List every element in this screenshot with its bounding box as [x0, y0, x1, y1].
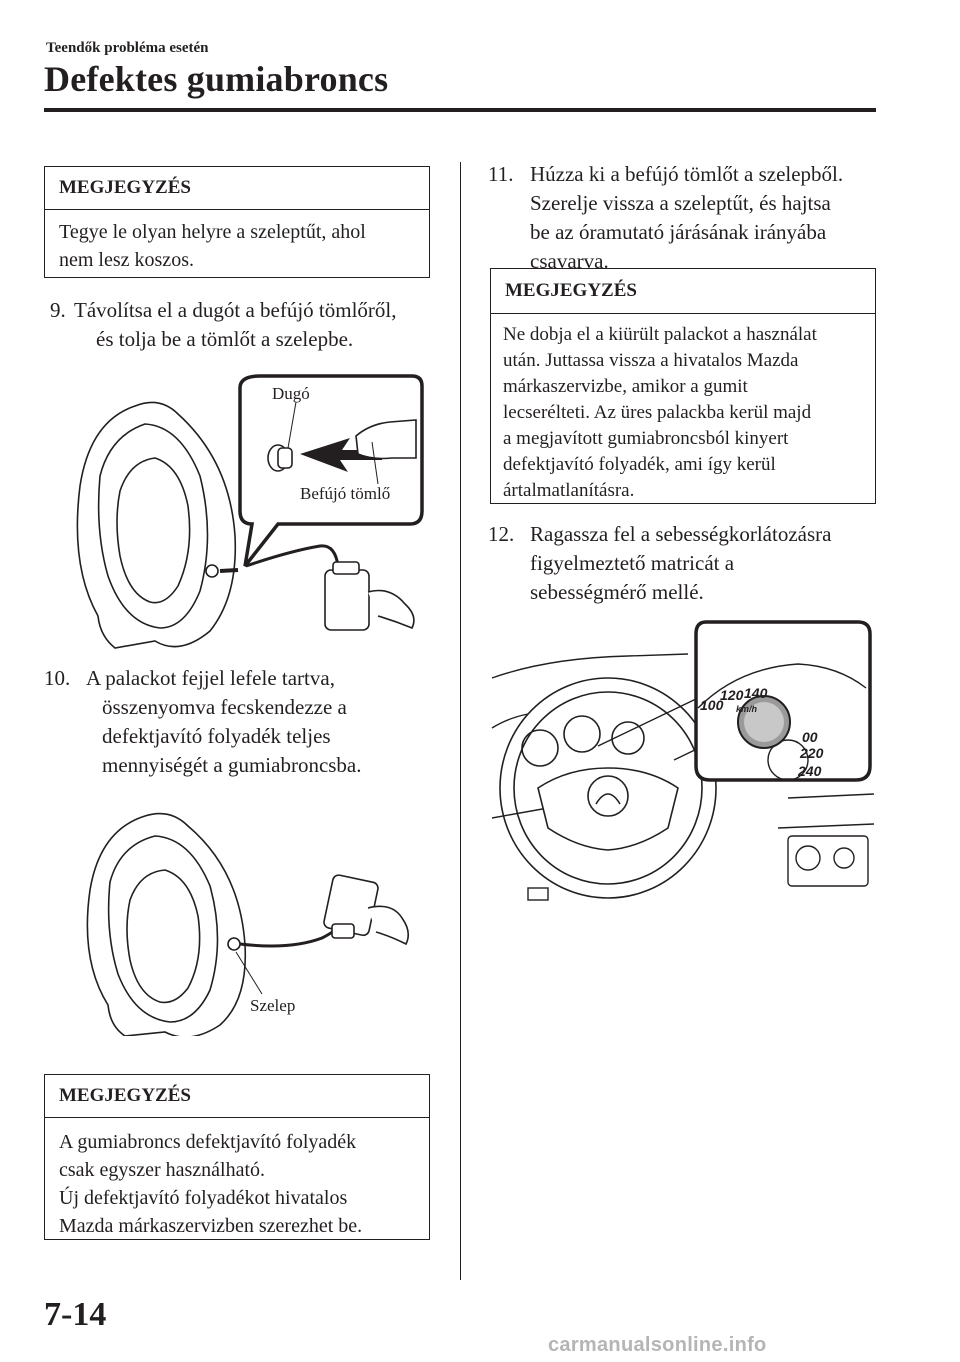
column-divider — [460, 162, 461, 1280]
title-rule — [44, 108, 876, 112]
step-number: 10. — [44, 666, 71, 690]
note-heading: MEGJEGYZÉS — [491, 269, 875, 314]
step-line: defektjavító folyadék teljes — [102, 724, 331, 748]
plug-icon — [268, 445, 292, 471]
step-line: figyelmeztető matricát a — [530, 551, 735, 575]
step-line: Szerelje vissza a szeleptűt, és hajtsa — [530, 191, 831, 215]
note-heading: MEGJEGYZÉS — [45, 167, 429, 210]
note-line: Tegye le olyan helyre a szeleptűt, ahol — [59, 221, 366, 243]
step-line: mennyiségét a gumiabroncsba. — [102, 753, 362, 777]
hose-icon — [206, 546, 338, 577]
speed-label: 120 — [720, 687, 744, 703]
note-line: Ne dobja el a kiürült palackot a használat — [503, 324, 817, 345]
speed-label: 00 — [802, 729, 818, 745]
note-line: ártalmatlanításra. — [503, 480, 635, 501]
step-number: 11. — [488, 162, 514, 186]
step-line: összenyomva fecskendezze a — [102, 695, 347, 719]
tire-icon — [87, 814, 245, 1036]
section-title: Teendők probléma esetén — [46, 40, 209, 56]
steering-wheel-icon — [500, 678, 716, 898]
tire-icon — [77, 402, 235, 648]
note-box-1 — [44, 166, 430, 278]
step-number: 12. — [488, 522, 515, 546]
note-line: után. Juttassa vissza a hivatalos Mazda — [503, 350, 799, 371]
step-line: be az óramutató járásának irányába — [530, 220, 827, 244]
callout-bubble — [240, 376, 422, 566]
speed-label: 220 — [800, 745, 824, 761]
note-line: A gumiabroncs defektjavító folyadék — [59, 1131, 357, 1153]
label-plug: Dugó — [272, 384, 310, 403]
watermark: carmanualsonline.info — [548, 1334, 767, 1356]
label-hose: Befújó tömlő — [300, 484, 391, 503]
note-heading: MEGJEGYZÉS — [45, 1075, 429, 1118]
note-line: a megjavított gumiabroncsból kinyert — [503, 428, 789, 449]
speed-label: 240 — [798, 763, 822, 779]
note-line: Mazda márkaszervizben szerezhet be. — [59, 1215, 363, 1237]
note-box-2 — [44, 1074, 430, 1240]
note-line: lecserélteti. Az üres palackba kerül majd — [503, 402, 812, 423]
figure-dashboard — [488, 618, 876, 904]
step-line: A palackot fejjel lefele tartva, — [86, 666, 335, 690]
speed-unit: km/h — [736, 704, 758, 714]
step-line: Távolítsa el a dugót a befújó tömlőről, — [74, 298, 397, 322]
figure-inject-sealant — [60, 800, 430, 1036]
note-line: csak egyszer használható. — [59, 1159, 266, 1181]
speed-label: 100 — [700, 697, 724, 713]
step-line: csavarva. — [530, 249, 609, 273]
speed-label: 140 — [744, 685, 768, 701]
bottle-icon — [325, 562, 414, 630]
page-title: Defektes gumiabroncs — [44, 59, 389, 99]
label-valve: Szelep — [250, 996, 296, 1015]
note-line: márkaszervizbe, amikor a gumit — [503, 376, 748, 397]
step-line: Ragassza fel a sebességkorlátozásra — [530, 522, 832, 546]
step-line: sebességmérő mellé. — [530, 580, 704, 604]
page-number: 7-14 — [44, 1296, 107, 1333]
note-line: defektjavító folyadék, ami így kerül — [503, 454, 776, 475]
note-line: nem lesz koszos. — [59, 249, 194, 271]
note-box-3 — [490, 268, 876, 504]
figure-plug-hose — [60, 366, 430, 658]
step-line: Húzza ki a befújó tömlőt a szelepből. — [530, 162, 844, 186]
step-line: és tolja be a tömlőt a szelepbe. — [96, 327, 354, 351]
bottle-icon — [323, 874, 408, 944]
step-number: 9. — [50, 298, 66, 322]
note-line: Új defektjavító folyadékot hivatalos — [59, 1187, 348, 1209]
